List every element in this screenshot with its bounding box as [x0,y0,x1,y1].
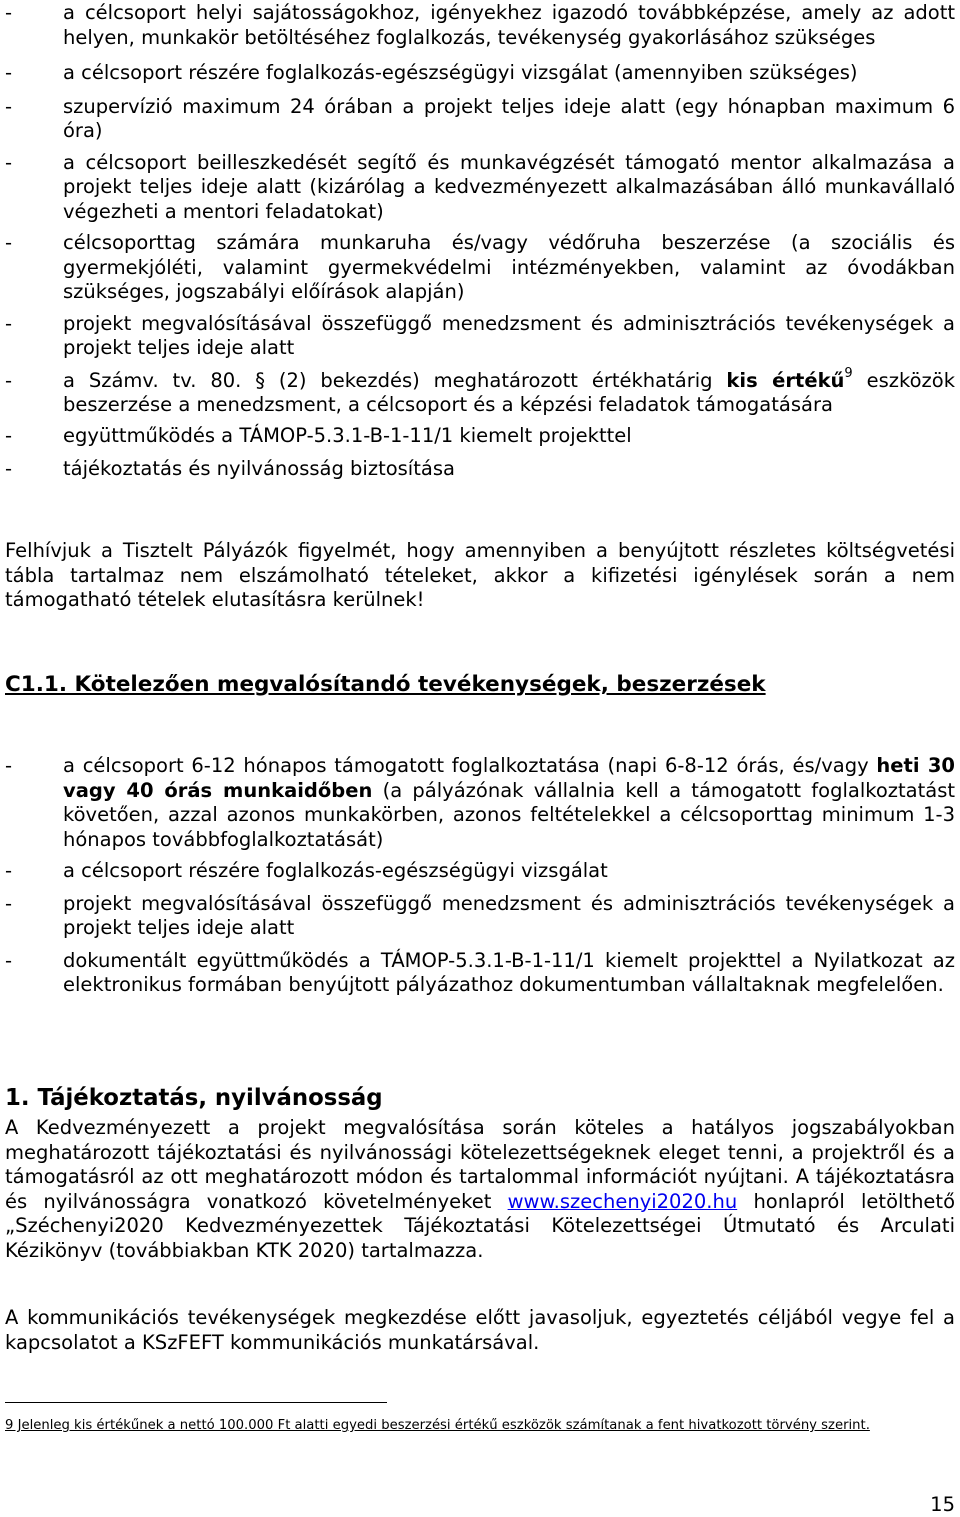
section-heading-c11: C1.1. Kötelezően megvalósítandó tevékenységek, beszerzések [5,672,766,697]
notice-paragraph: Felhívjuk a Tisztelt Pályázók figyelmét, hogy amennyiben a benyújtott részletes költségvetési tábla tartalmaz nem elszámolható tételeket, akkor a kifizetési igénylések során a nem támogatható tételek elutasításra kerülnek! [5,539,955,611]
list-item-text: dokumentált együttműködés a TÁMOP-5.3.1-B-1-11/1 kiemelt projekttel a Nyilatkozat az elektronikus formában benyújtott pályázathoz dokumentumban vállaltaknak megfelelően. [63,948,955,996]
list-item-text: tájékoztatás és nyilvánosság biztosítása [63,457,455,480]
mandatory-activity-list [5,754,955,998]
list-item [5,424,955,449]
section-heading-publicity: 1. Tájékoztatás, nyilvánosság [5,1085,383,1111]
list-dash: - [5,423,13,447]
list-item-text: a célcsoport 6-12 hónapos támogatott foglalkoztatása (napi 6-8-12 órás, és/vagy heti 30 vagy 40 órás munkaidőben (a pályázónak vállalnia kell a támogatott foglalkoztatást követően, azzal azonos munkakörben, azonos feltételekkel a célcsoporttag minimum 1-3 hónapos továbbfoglalkoztatását) [63,754,955,851]
list-item [5,457,955,482]
list-dash: - [5,311,13,335]
list-item-text: célcsoporttag számára munkaruha és/vagy védőruha beszerzése (a szociális és gyermekjóléti, valamint gyermekvédelmi intézményekben, valamint az óvodákban szükséges, jogszabályi előírások alapján) [63,231,955,303]
bold-term: heti 30 vagy 40 órás munkaidőben [63,754,955,802]
list-item [5,61,955,86]
list-item [5,231,955,305]
list-dash: - [5,94,13,118]
list-item [5,366,955,418]
list-item [5,754,955,852]
list-item-text: a célcsoport beilleszkedését segítő és munkavégzését támogató mentor alkalmazása a projekt teljes ideje alatt (kizárólag a kedvezményezett alkalmazásában álló munkavállaló végezheti a mentori feladatokat) [63,150,955,223]
activity-list-top [5,1,955,482]
list-item-text: együttműködés a TÁMOP-5.3.1-B-1-11/1 kiemelt projekttel [63,423,632,447]
list-dash: - [5,150,13,174]
list-dash: - [5,457,13,480]
list-item-text: a Számv. tv. 80. § (2) bekezdés) meghatározott értékhatárig kis értékű$^9$ eszközök beszerzése a menedzsment, a célcsoport és a képzési feladatok támogatására [63,366,955,416]
list-item-text: a célcsoport részére foglalkozás-egészségügyi vizsgálat [63,859,608,882]
list-item [5,1,955,50]
list-dash: - [5,754,13,777]
list-item-text: a célcsoport részére foglalkozás-egészségügyi vizsgálat (amennyiben szükséges) [63,61,858,84]
publicity-paragraph: A Kedvezményezett a projekt megvalósítása során köteles a hatályos jogszabályokban meghatározott tájékoztatási és nyilvánossági kötelezettségeknek eleget tenni, a projektről és a támogatásról az ott meghatározott módon és tartalommal információt nyújtani. A tájékoztatásra és nyilvánosságra vonatkozó követelményeket www.szechenyi2020.hu honlapról letölthető „Széchenyi2020 Kedvezményezettek Tájékoztatási Kötelezettségei Útmutató és Arculati Kézikönyv (továbbiakban KTK 2020) tartalmazza. [5,1116,955,1262]
list-dash: - [5,1,13,24]
list-item [5,949,955,998]
list-dash: - [5,368,13,392]
list-dash: - [5,859,13,882]
list-dash: - [5,948,13,972]
bold-term: kis értékű [726,368,845,392]
list-dash: - [5,891,13,915]
szechenyi2020-link[interactable]: www.szechenyi2020.hu [507,1189,738,1213]
list-item-text: projekt megvalósításával összefüggő menedzsment és adminisztrációs tevékenységek a projekt teljes ideje alatt [63,311,955,359]
list-item-text: szupervízió maximum 24 órában a projekt teljes ideje alatt (egy hónapban maximum 6 óra) [63,94,955,142]
list-item [5,892,955,941]
list-item [5,151,955,225]
list-item [5,312,955,361]
list-item [5,859,955,884]
footnote: 9 Jelenleg kis értékűnek a nettó 100.000 Ft alatti egyedi beszerzési értékű eszközök számítanak a fent hivatkozott törvény szerint. [5,1418,870,1433]
list-dash: - [5,231,13,254]
list-item [5,95,955,144]
list-item-text: projekt megvalósításával összefüggő menedzsment és adminisztrációs tevékenységek a projekt teljes ideje alatt [63,891,955,939]
footnote-ref: 9 [844,366,853,381]
communication-paragraph: A kommunikációs tevékenységek megkezdése előtt javasoljuk, egyeztetés céljából vegye fel a kapcsolatot a KSzFEFT kommunikációs munkatársával. [5,1306,955,1354]
list-item-text: a célcsoport helyi sajátosságokhoz, igényekhez igazodó továbbképzése, amely az adott helyen, munkakör betöltéséhez foglalkozás, tevékenység gyakorlásához szükséges [63,1,955,49]
list-dash: - [5,61,13,84]
footnote-divider [5,1402,387,1403]
page-number: 15 [930,1493,955,1516]
